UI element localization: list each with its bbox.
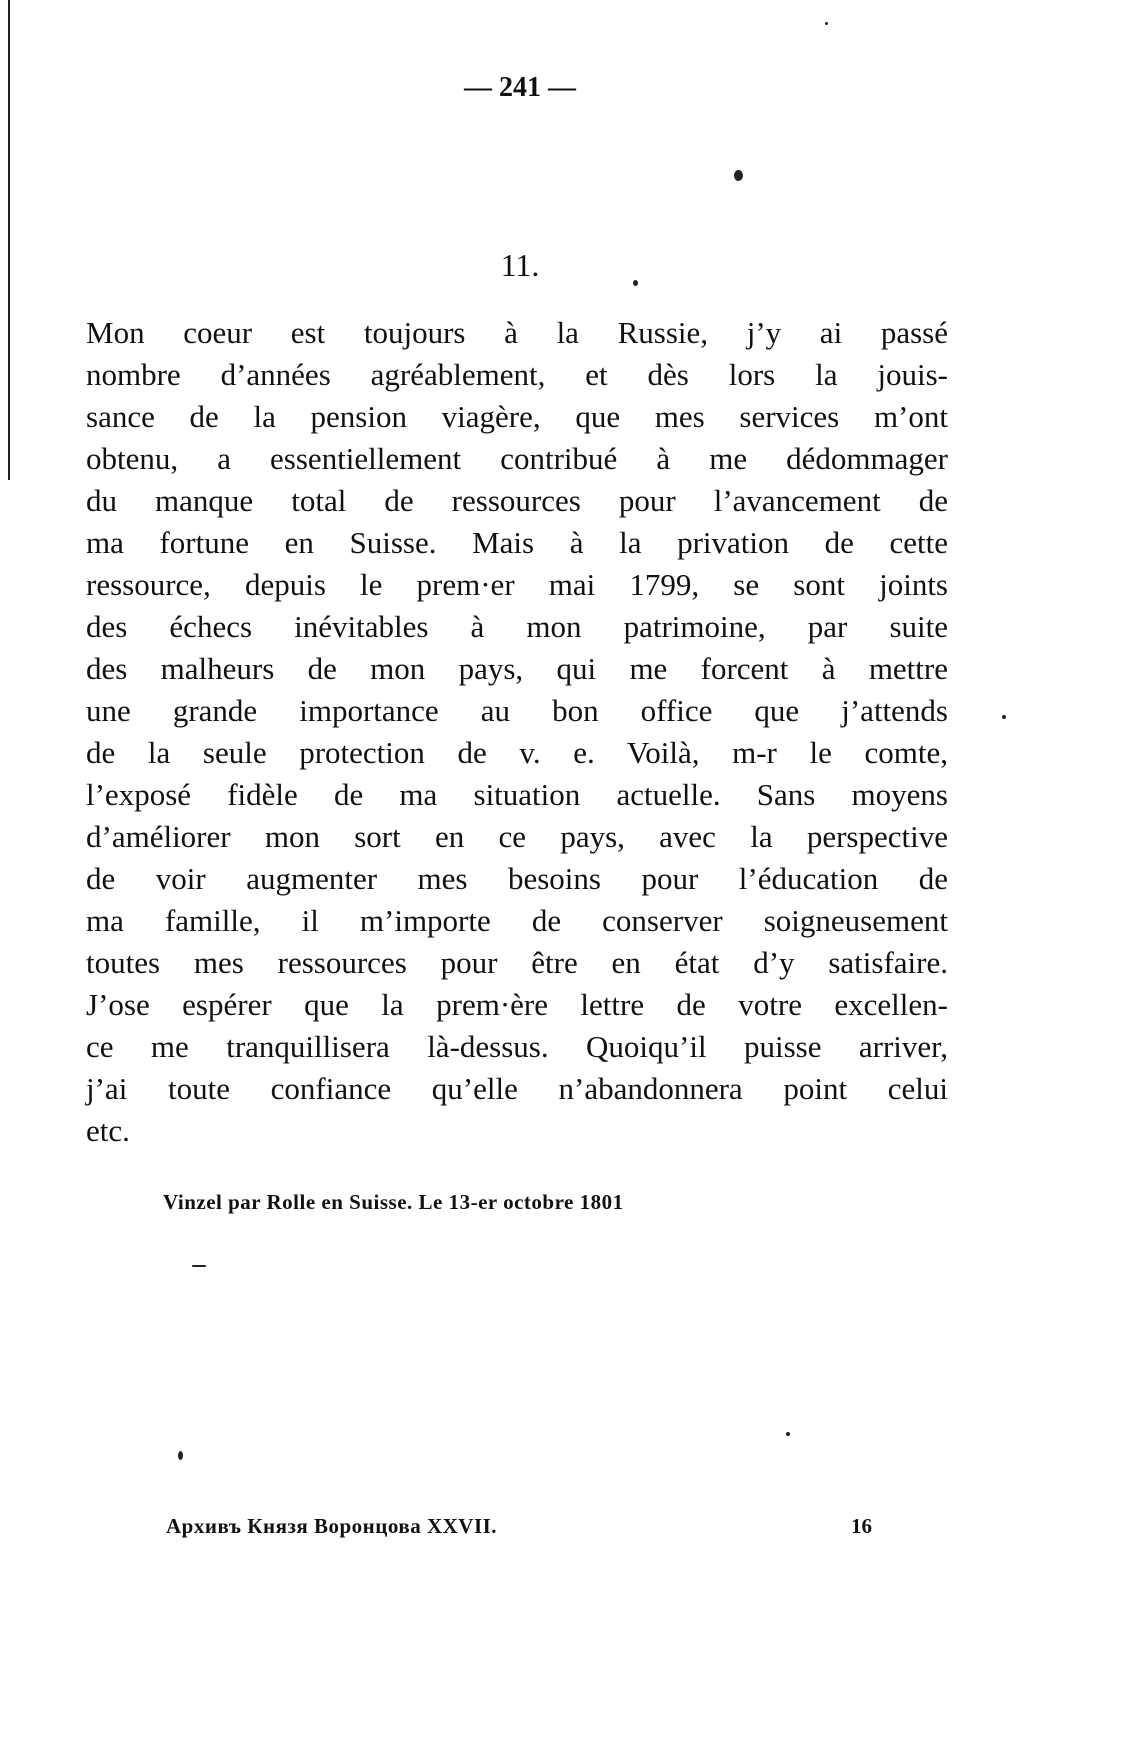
body-line: nombre d’années agréablement, et dès lors la jouis- [86, 357, 948, 392]
scan-speck [825, 22, 828, 25]
scan-speck [633, 280, 638, 286]
body-line: de voir augmenter mes besoins pour l’éducation de [86, 861, 948, 896]
body-line: des échecs inévitables à mon patrimoine, par suite [86, 609, 948, 644]
scan-speck [734, 170, 743, 181]
body-line: J’ose espérer que la prem·ère lettre de votre excellen- [86, 987, 948, 1022]
body-line: de la seule protection de v. e. Voilà, m-r le comte, [86, 735, 948, 770]
page-number-header: — 241 — [464, 72, 576, 103]
body-line: ce me tranquillisera là-dessus. Quoiqu’il puisse arriver, [86, 1029, 948, 1064]
body-line: d’améliorer mon sort en ce pays, avec la perspective [86, 819, 948, 854]
scan-speck [178, 1451, 183, 1460]
body-line: ressource, depuis le prem·er mai 1799, se sont joints [86, 567, 948, 602]
body-line: ma fortune en Suisse. Mais à la privation de cette [86, 525, 948, 560]
footer-sheet-number: 16 [851, 1514, 872, 1538]
body-line: des malheurs de mon pays, qui me forcent à mettre [86, 651, 948, 686]
body-line: j’ai toute confiance qu’elle n’abandonnera point celui [86, 1071, 948, 1106]
scan-speck [1002, 715, 1006, 719]
scan-speck [192, 1265, 206, 1267]
body-line: ma famille, il m’importe de conserver soigneusement [86, 903, 948, 938]
body-line: du manque total de ressources pour l’avancement de [86, 483, 948, 518]
body-line: Mon coeur est toujours à la Russie, j’y ai passé [86, 315, 948, 350]
letter-signoff: Vinzel par Rolle en Suisse. Le 13-er octobre 1801 [163, 1190, 624, 1214]
body-line: une grande importance au bon office que j’attends [86, 693, 948, 728]
letter-body [86, 312, 948, 1152]
body-line: toutes mes ressources pour être en état d’y satisfaire. [86, 945, 948, 980]
footer-archive-title: Архивъ Князя Воронцова XXVII. [166, 1514, 498, 1538]
letter-number: 11. [500, 247, 540, 283]
body-line: l’exposé fidèle de ma situation actuelle. Sans moyens [86, 777, 948, 812]
scan-speck [786, 1432, 790, 1436]
body-line: etc. [86, 1113, 130, 1148]
body-line: obtenu, a essentiellement contribué à me dédommager [86, 441, 948, 476]
body-line: sance de la pension viagère, que mes services m’ont [86, 399, 948, 434]
